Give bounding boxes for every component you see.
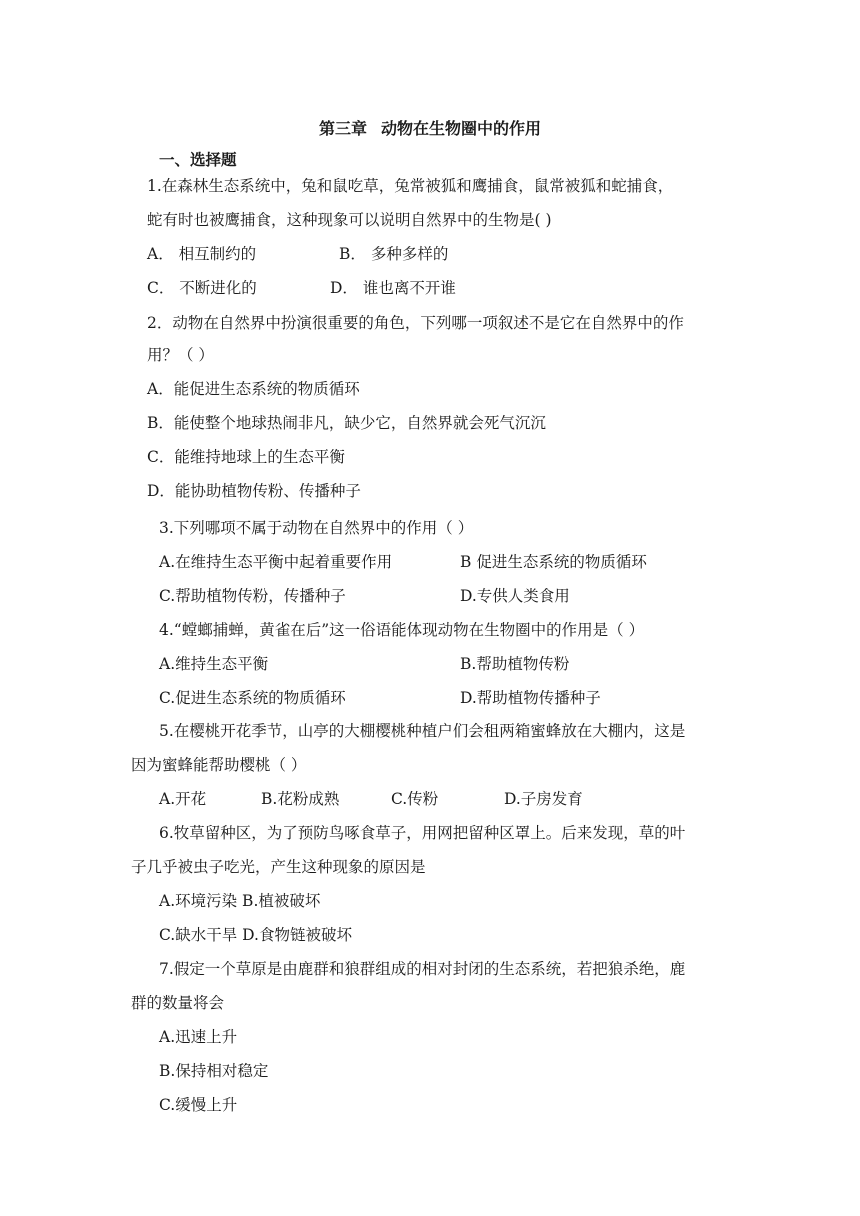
question-4-line-1: 4.“螳螂捕蝉，黄雀在后”这一俗语能体现动物在生物圈中的作用是（ ）: [159, 621, 645, 639]
question-6-line-2: 子几乎被虫子吃光，产生这种现象的原因是: [131, 858, 426, 876]
question-5-option-d: D.子房发育: [504, 790, 583, 808]
question-3-option-a: A.在维持生态平衡中起着重要作用: [159, 553, 393, 571]
question-4-option-a: A.维持生态平衡: [159, 655, 269, 673]
question-7-line-2: 群的数量将会: [131, 994, 225, 1012]
question-2-option-b: B．能使整个地球热闹非凡，缺少它，自然界就会死气沉沉: [147, 414, 546, 432]
question-3-option-d: D.专供人类食用: [460, 587, 570, 605]
question-5-line-2: 因为蜜蜂能帮助樱桃（ ）: [131, 756, 307, 774]
question-1-option-d: D． 谁也离不开谁: [330, 279, 456, 297]
question-7-option-b: B.保持相对稳定: [159, 1062, 269, 1080]
question-3-option-b: B 促进生态系统的物质循环: [460, 553, 647, 571]
chapter-label: 第三章: [318, 119, 367, 138]
question-6-options-a-b: A.环境污染 B.植被破坏: [159, 892, 321, 910]
question-1-option-c: C． 不断进化的: [147, 279, 257, 297]
question-2-line-1: 2．动物在自然界中扮演很重要的角色，下列哪一项叙述不是它在自然界中的作: [147, 314, 684, 332]
page-title: [0, 116, 860, 139]
question-4-option-b: B.帮助植物传粉: [460, 655, 570, 673]
question-7-line-1: 7.假定一个草原是由鹿群和狼群组成的相对封闭的生态系统，若把狼杀绝，鹿: [159, 960, 686, 978]
question-5-option-c: C.传粉: [391, 790, 439, 808]
question-5-line-1: 5.在樱桃开花季节，山亭的大棚樱桃种植户们会租两箱蜜蜂放在大棚内，这是: [159, 722, 686, 740]
question-5-option-b: B.花粉成熟: [261, 790, 340, 808]
question-3-line-1: 3.下列哪项不属于动物在自然界中的作用（ ）: [159, 519, 474, 537]
question-1-option-b: B． 多种多样的: [339, 245, 449, 263]
question-4-option-d: D.帮助植物传播种子: [460, 689, 601, 707]
chapter-title: 动物在生物圈中的作用: [381, 119, 542, 138]
question-5-option-a: A.开花: [159, 790, 207, 808]
question-4-option-c: C.促进生态系统的物质循环: [159, 689, 346, 707]
question-3-option-c: C.帮助植物传粉，传播种子: [159, 587, 346, 605]
question-1-line-1: 1.在森林生态系统中，兔和鼠吃草，兔常被狐和鹰捕食，鼠常被狐和蛇捕食，: [147, 177, 674, 195]
question-6-options-c-d: C.缺水干旱 D.食物链被破坏: [159, 926, 352, 944]
question-2-option-d: D．能协助植物传粉、传播种子: [147, 482, 361, 500]
question-2-line-2: 用？（ ）: [147, 346, 214, 364]
question-7-option-a: A.迅速上升: [159, 1028, 238, 1046]
question-1-option-a: A． 相互制约的: [147, 245, 257, 263]
question-7-option-c: C.缓慢上升: [159, 1096, 238, 1114]
section-heading: 一、选择题: [159, 151, 237, 169]
question-6-line-1: 6.牧草留种区，为了预防鸟啄食草子，用网把留种区罩上。后来发现，草的叶: [159, 824, 686, 842]
question-1-line-2: 蛇有时也被鹰捕食，这种现象可以说明自然界中的生物是( ): [147, 211, 552, 229]
question-2-option-c: C．能维持地球上的生态平衡: [147, 448, 345, 466]
question-2-option-a: A．能促进生态系统的物质循环: [147, 380, 360, 398]
